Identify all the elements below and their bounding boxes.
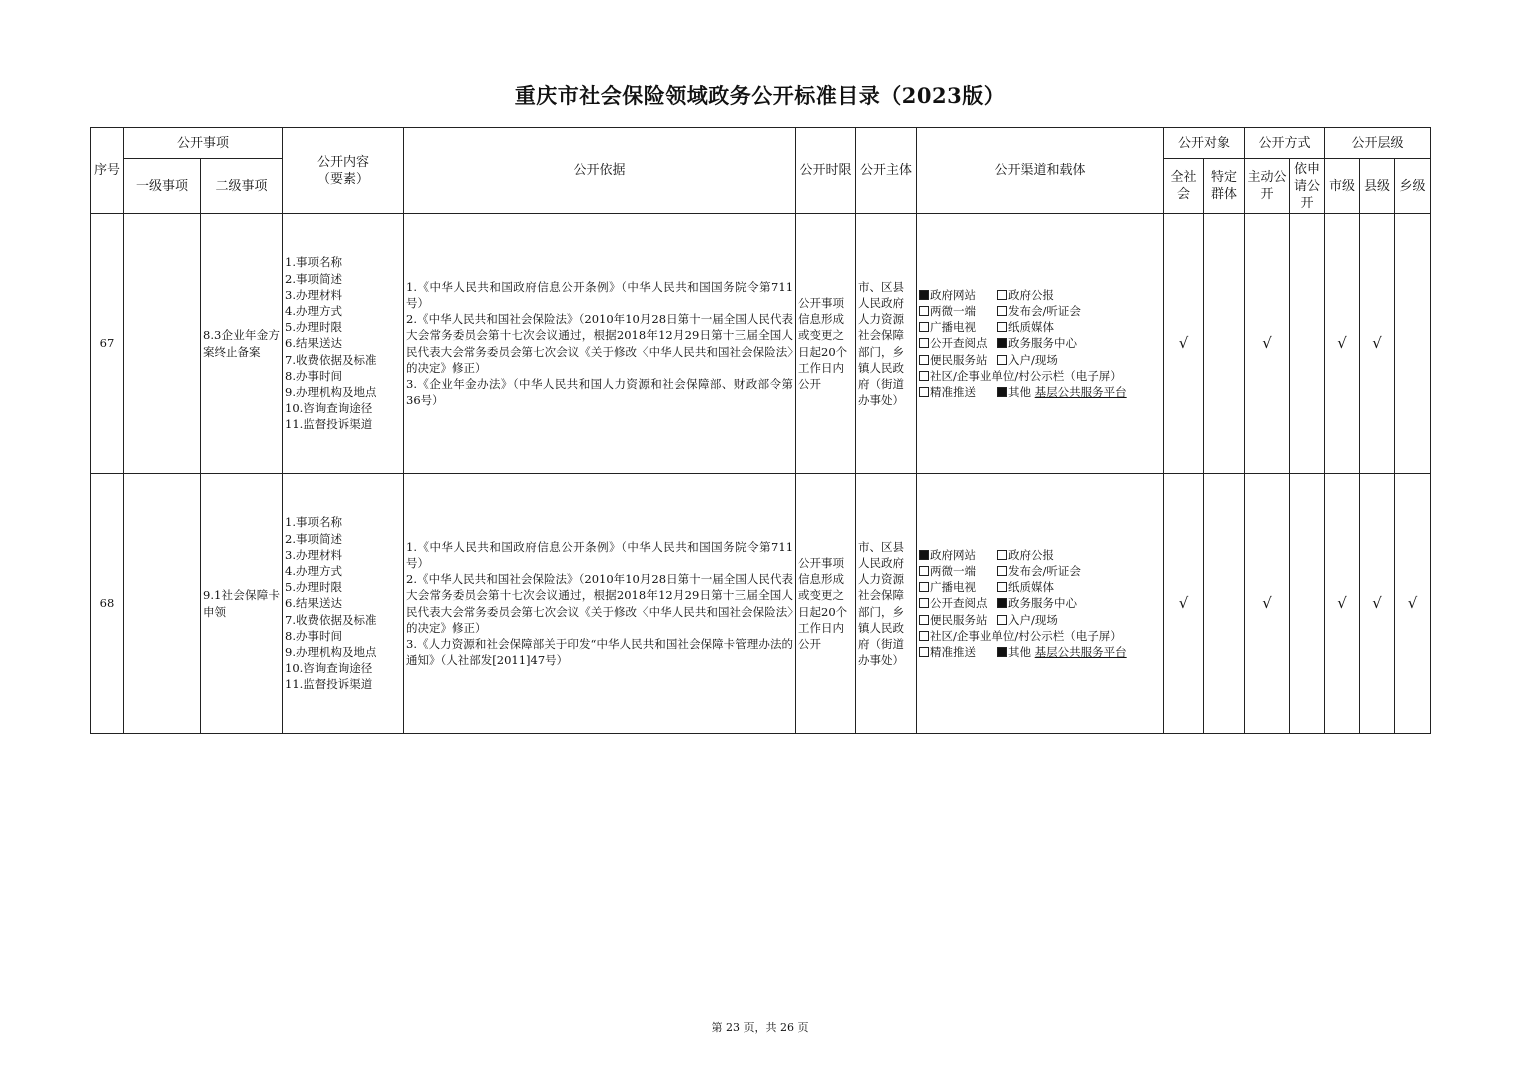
row-content-list <box>283 474 404 734</box>
mark-level-city: √ <box>1325 214 1360 474</box>
channel-label: 精准推送 <box>930 645 977 659</box>
channel-label: 便民服务站 <box>930 612 988 627</box>
header-item-group: 公开事项 <box>124 128 283 159</box>
checkbox-empty-icon[interactable] <box>919 647 929 657</box>
checkbox-empty-icon[interactable] <box>919 598 929 608</box>
header-content-sub: （要素） <box>317 171 370 187</box>
content-item: 4.办理方式 <box>285 563 342 578</box>
header-serial: 序号 <box>91 128 124 214</box>
channel-label: 入户/现场 <box>1008 352 1058 367</box>
channel-label: 发布会/听证会 <box>1008 563 1081 578</box>
checkbox-empty-icon[interactable] <box>919 582 929 592</box>
checkbox-empty-icon[interactable] <box>997 306 1007 316</box>
checkbox-empty-icon[interactable] <box>919 355 929 365</box>
content-item: 9.办理机构及地点 <box>285 645 377 659</box>
channel-label: 政府公报 <box>1008 547 1055 562</box>
mark-method-request <box>1290 214 1325 474</box>
content-item: 4.办理方式 <box>285 303 342 318</box>
mark-audience-specific <box>1204 214 1245 474</box>
channel-label: 公开查阅点 <box>930 336 988 351</box>
mark-audience-all: √ <box>1164 214 1204 474</box>
basis-item: 1.《中华人民共和国政府信息公开条例》（中华人民共和国国务院令第711号） <box>406 539 794 570</box>
row-level2: 8.3企业年金方案终止备案 <box>201 214 283 474</box>
content-item: 6.结果送达 <box>285 596 342 611</box>
channel-label: 广播电视 <box>930 580 977 595</box>
channel-other-value: 基层公共服务平台 <box>1034 645 1127 659</box>
content-item: 8.办事时间 <box>285 628 342 643</box>
row-subject: 市、区县人民政府人力资源社会保障部门，乡镇人民政府（街道办事处） <box>856 474 917 734</box>
table-row <box>91 474 1431 734</box>
header-subject: 公开主体 <box>856 128 917 214</box>
content-item: 3.办理材料 <box>285 287 342 302</box>
table-row <box>91 214 1431 474</box>
basis-item: 1.《中华人民共和国政府信息公开条例》（中华人民共和国国务院令第711号） <box>406 279 794 310</box>
channel-other-value: 基层公共服务平台 <box>1034 385 1127 399</box>
header-method: 公开方式 <box>1245 128 1325 159</box>
checkbox-empty-icon[interactable] <box>997 566 1007 576</box>
checkbox-empty-icon[interactable] <box>919 615 929 625</box>
header-method-request: 依申请公开 <box>1290 159 1325 214</box>
row-serial: 68 <box>91 474 124 734</box>
content-item: 9.办理机构及地点 <box>285 385 377 399</box>
header-audience-specific: 特定群体 <box>1204 159 1245 214</box>
channel-label: 其他 <box>1008 385 1032 399</box>
row-level1 <box>124 474 201 734</box>
content-item: 7.收费依据及标准 <box>285 612 377 627</box>
checkbox-empty-icon[interactable] <box>919 387 929 397</box>
basis-item: 3.《企业年金办法》（中华人民共和国人力资源和社会保障部、财政部令第36号） <box>406 376 794 408</box>
checkbox-empty-icon[interactable] <box>919 631 929 641</box>
mark-audience-all: √ <box>1164 474 1204 734</box>
channel-label: 政务服务中心 <box>1008 336 1078 351</box>
mark-level-town <box>1395 214 1431 474</box>
channel-label: 纸质媒体 <box>1008 320 1055 335</box>
header-level1: 一级事项 <box>124 159 201 214</box>
content-item: 5.办理时限 <box>285 580 342 595</box>
channel-label: 社区/企事业单位/村公示栏（电子屏） <box>930 368 1122 383</box>
checkbox-checked-icon[interactable] <box>997 387 1007 397</box>
channel-label: 政府网站 <box>930 547 977 562</box>
checkbox-empty-icon[interactable] <box>997 582 1007 592</box>
channel-label: 两微一端 <box>930 303 977 318</box>
mark-method-active: √ <box>1245 214 1290 474</box>
checkbox-empty-icon[interactable] <box>919 371 929 381</box>
content-item: 2.事项简述 <box>285 531 342 546</box>
checkbox-empty-icon[interactable] <box>997 550 1007 560</box>
content-item: 3.办理材料 <box>285 547 342 562</box>
mark-method-request <box>1290 474 1325 734</box>
header-level: 公开层级 <box>1325 128 1431 159</box>
row-content-list <box>283 214 404 474</box>
row-subject: 市、区县人民政府人力资源社会保障部门，乡镇人民政府（街道办事处） <box>856 214 917 474</box>
mark-level-city: √ <box>1325 474 1360 734</box>
header-audience: 公开对象 <box>1164 128 1245 159</box>
page-footer: 第 23 页，共 26 页 <box>711 1021 809 1034</box>
header-content-label: 公开内容 <box>317 154 370 170</box>
mark-method-active: √ <box>1245 474 1290 734</box>
channel-label: 公开查阅点 <box>930 596 988 611</box>
checkbox-empty-icon[interactable] <box>919 322 929 332</box>
row-basis <box>404 474 796 734</box>
header-basis: 公开依据 <box>404 128 796 214</box>
content-item: 5.办理时限 <box>285 320 342 335</box>
catalog-table <box>90 127 1431 734</box>
checkbox-empty-icon[interactable] <box>919 566 929 576</box>
header-level2: 二级事项 <box>201 159 283 214</box>
channel-label: 其他 <box>1008 645 1032 659</box>
channel-label: 社区/企事业单位/村公示栏（电子屏） <box>930 628 1122 643</box>
checkbox-empty-icon[interactable] <box>997 355 1007 365</box>
content-item: 10.咨询查询途径 <box>285 401 373 416</box>
checkbox-empty-icon[interactable] <box>919 338 929 348</box>
checkbox-checked-icon[interactable] <box>997 598 1007 608</box>
channel-label: 广播电视 <box>930 320 977 335</box>
mark-level-town: √ <box>1395 474 1431 734</box>
channel-label: 发布会/听证会 <box>1008 303 1081 318</box>
checkbox-checked-icon[interactable] <box>919 290 929 300</box>
content-item: 2.事项简述 <box>285 271 342 286</box>
checkbox-checked-icon[interactable] <box>919 550 929 560</box>
mark-level-county: √ <box>1360 214 1395 474</box>
row-basis <box>404 214 796 474</box>
content-item: 10.咨询查询途径 <box>285 661 373 676</box>
content-item: 6.结果送达 <box>285 336 342 351</box>
content-item: 11.监督投诉渠道 <box>285 677 373 692</box>
content-item: 11.监督投诉渠道 <box>285 417 373 432</box>
header-method-active: 主动公开 <box>1245 159 1290 214</box>
header-channel: 公开渠道和载体 <box>917 128 1164 214</box>
mark-audience-specific <box>1204 474 1245 734</box>
row-time-limit: 公开事项信息形成或变更之日起20个工作日内公开 <box>796 474 856 734</box>
channel-label: 纸质媒体 <box>1008 580 1055 595</box>
checkbox-checked-icon[interactable] <box>997 647 1007 657</box>
row-channels <box>917 214 1164 474</box>
channel-label: 入户/现场 <box>1008 612 1058 627</box>
row-level2: 9.1社会保障卡申领 <box>201 474 283 734</box>
basis-item: 2.《中华人民共和国社会保险法》（2010年10月28日第十一届全国人民代表大会常务委员会第十七次会议通过，根据2018年12月29日第十三届全国人民代表大会常务委员会第七次会议《关于修改〈中华人民共和国社会保险法〉的决定》修正） <box>406 572 794 635</box>
checkbox-empty-icon[interactable] <box>997 615 1007 625</box>
header-content <box>283 128 404 214</box>
header-level-county: 县级 <box>1360 159 1395 214</box>
channel-label: 政务服务中心 <box>1008 596 1078 611</box>
basis-item: 3.《人力资源和社会保障部关于印发“中华人民共和国社会保障卡管理办法的通知》（人社部发[2011]47号） <box>406 636 794 668</box>
basis-item: 2.《中华人民共和国社会保险法》（2010年10月28日第十一届全国人民代表大会常务委员会第十七次会议通过，根据2018年12月29日第十三届全国人民代表大会常务委员会第七次会议《关于修改〈中华人民共和国社会保险法〉的决定》修正） <box>406 312 794 375</box>
content-item: 8.办事时间 <box>285 368 342 383</box>
content-item: 7.收费依据及标准 <box>285 352 377 367</box>
content-item: 1.事项名称 <box>285 515 342 530</box>
channel-label: 政府网站 <box>930 287 977 302</box>
row-serial: 67 <box>91 214 124 474</box>
checkbox-checked-icon[interactable] <box>997 338 1007 348</box>
page-title: 重庆市社会保险领域政务公开标准目录（2023版） <box>514 83 1006 108</box>
checkbox-empty-icon[interactable] <box>919 306 929 316</box>
channel-label: 便民服务站 <box>930 352 988 367</box>
header-audience-all: 全社会 <box>1164 159 1204 214</box>
row-time-limit: 公开事项信息形成或变更之日起20个工作日内公开 <box>796 214 856 474</box>
channel-label: 两微一端 <box>930 563 977 578</box>
channel-label: 精准推送 <box>930 385 977 399</box>
row-level1 <box>124 214 201 474</box>
checkbox-empty-icon[interactable] <box>997 322 1007 332</box>
content-item: 1.事项名称 <box>285 255 342 270</box>
header-time-limit: 公开时限 <box>796 128 856 214</box>
checkbox-empty-icon[interactable] <box>997 290 1007 300</box>
row-channels <box>917 474 1164 734</box>
channel-label: 政府公报 <box>1008 287 1055 302</box>
header-level-town: 乡级 <box>1395 159 1431 214</box>
mark-level-county: √ <box>1360 474 1395 734</box>
header-level-city: 市级 <box>1325 159 1360 214</box>
